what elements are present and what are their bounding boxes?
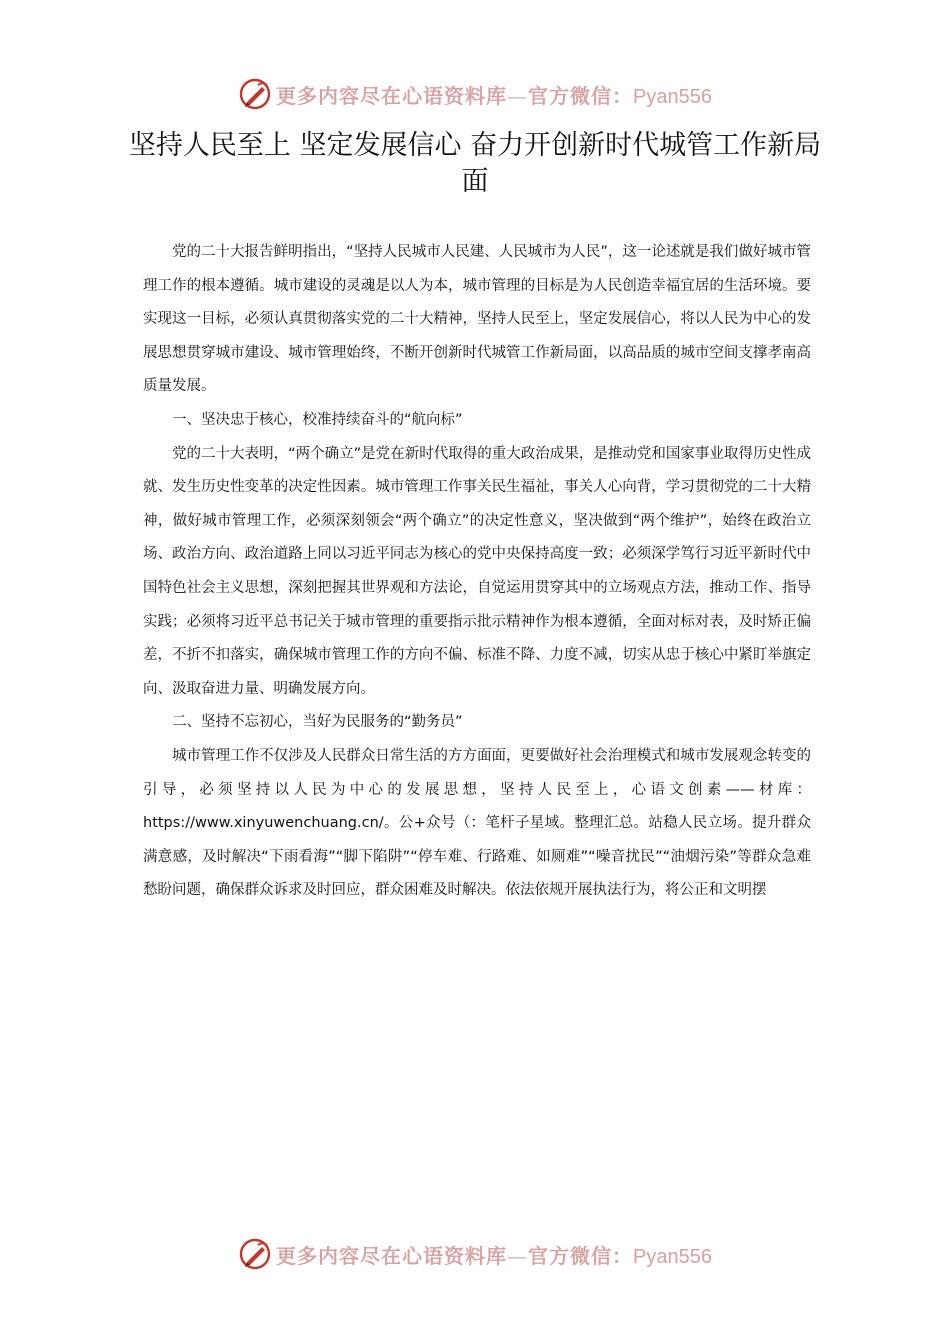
- footer-watermark: [0, 1234, 950, 1274]
- watermark-wechat-id: Pyan556: [633, 1245, 712, 1268]
- watermark-main: 更多内容尽在心语资料库: [276, 83, 508, 108]
- header-watermark: [0, 74, 950, 114]
- paragraph-intro: 党的二十大报告鲜明指出，“坚持人民城市人民建、人民城市为人民”，这一论述就是我们做好城市管理工作的根本遵循。城市建设的灵魂是以人为本，城市管理的目标是为人民创造幸福宜居的生活环境。要实现这一目标，必须认真贯彻落实党的二十大精神，坚持人民至上，坚定发展信心，将以人民为中心的发展思想贯穿城市建设、城市管理始终，不断开创新时代城管工作新局面，以高品质的城市空间支撑孝南高质量发展。: [143, 244, 811, 395]
- paragraph-section-1: 党的二十大表明，“两个确立”是党在新时代取得的重大政治成果，是推动党和国家事业取得历史性成就、发生历史性变革的决定性因素。城市管理工作事关民生福祉，事关人心向背，学习贯彻党的二十大精神，做好城市管理工作，必须深刻领会“两个确立”的决定性意义，坚决做到“两个维护”，始终在政治立场、政治方向、政治道路上同以习近平同志为核心的党中央保持高度一致；必须深学笃行习近平新时代中国特色社会主义思想，深刻把握其世界观和方法论，自觉运用贯穿其中的立场观点方法，推动工作、指导实践；必须将习近平总书记关于城市管理的重要指示批示精神作为根本遵循，全面对标对表，及时矫正偏差，不折不扣落实，确保城市管理工作的方向不偏、标准不降、力度不减，切实从忠于核心中紧盯举旗定向、汲取奋进力量、明确发展方向。: [143, 445, 811, 697]
- watermark-dash: —: [507, 83, 529, 108]
- watermark-wechat-id: Pyan556: [633, 85, 712, 108]
- watermark-dash: —: [507, 1243, 529, 1268]
- pen-logo-icon: [238, 77, 272, 111]
- section-heading-1: 一、坚决忠于核心，校准持续奋斗的“航向标”: [172, 411, 463, 428]
- watermark-text: [276, 1240, 712, 1269]
- watermark-main: 更多内容尽在心语资料库: [276, 1243, 508, 1268]
- pen-logo-icon: [238, 1237, 272, 1271]
- document-title: 坚持人民至上 坚定发展信心 奋力开创新时代城管工作新局面: [128, 130, 822, 197]
- watermark-suffix: 官方微信：: [528, 1243, 634, 1268]
- watermark-suffix: 官方微信：: [528, 83, 634, 108]
- paragraph-section-2: 城市管理工作不仅涉及人民群众日常生活的方方面面，更要做好社会治理模式和城市发展观念转变的引导，必须坚持以人民为中心的发展思想，坚持人民至上，心语文创素——材库：https://www.xinyuwenchuang.cn/。公+众号（：笔杆子星域。整理汇总。站稳人民立场。提升群众满意感，及时解决“下雨看海”“脚下陷阱”“停车难、行路难、如厕难”“噪音扰民”“油烟污染”等群众急难愁盼问题，确保群众诉求及时回应，群众困难及时解决。依法依规开展执法行为，将公正和文明摆: [143, 747, 811, 899]
- watermark-text: [276, 80, 712, 109]
- section-heading-2: 二、坚持不忘初心，当好为民服务的“勤务员”: [172, 714, 463, 731]
- document-body: [143, 236, 811, 908]
